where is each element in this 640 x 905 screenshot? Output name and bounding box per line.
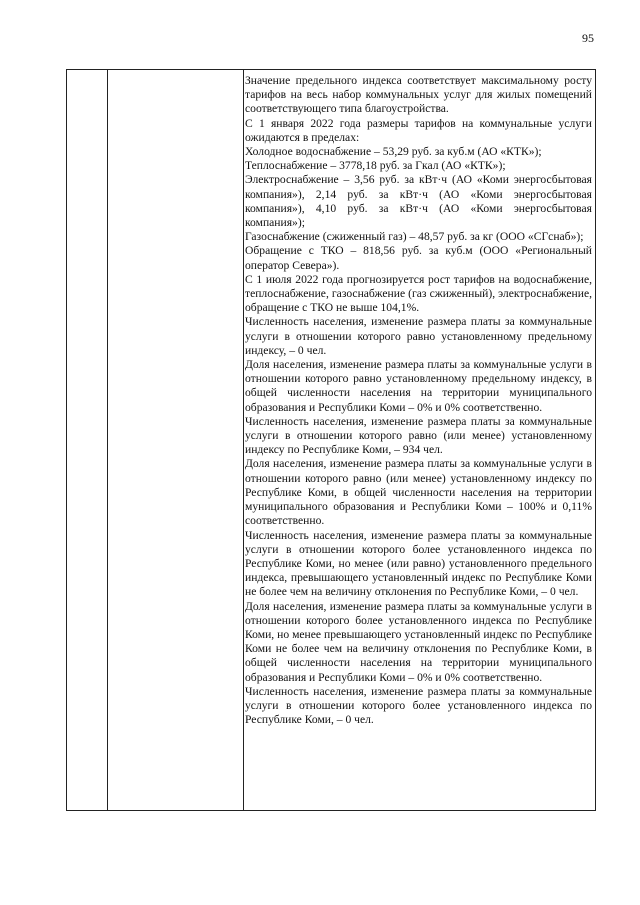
document-table bbox=[66, 69, 596, 811]
column-divider-1 bbox=[107, 70, 108, 810]
paragraph-cold-water: Холодное водоснабжение – 53,29 руб. за куб.м (АО «КТК»); bbox=[245, 145, 542, 159]
paragraph-index-definition: Значение предельного индекса соответствует максимальному росту тарифов на весь набор коммунальных услуг для жилых помещений соответствующего типа благоустройства. bbox=[245, 74, 592, 116]
paragraph-july-growth: С 1 июля 2022 года прогнозируется рост тарифов на водоснабжение, теплоснабжение, газоснабжение (газ сжиженный), электроснабжение, обращение с ТКО не выше 104,1%. bbox=[245, 272, 592, 315]
paragraph-population-above-index: Численность населения, изменение размера платы за коммунальные услуги в отношении которого более установленного индекса по Республике Коми, но менее (или равно) установленного предельного индекса, превышающего установленный индекс по Республике Коми не более чем на величину отклонения по Республике Коми, – 0 чел. bbox=[245, 528, 592, 599]
paragraph-gas: Газоснабжение (сжиженный газ) – 48,57 руб. за кг (ООО «СГснаб»); bbox=[245, 230, 584, 244]
paragraph-population-equal-limit: Численность населения, изменение размера платы за коммунальные услуги в отношении которого равно установленному предельному индексу, – 0 чел. bbox=[245, 315, 592, 357]
paragraph-electricity: Электроснабжение – 3,56 руб. за кВт·ч (АО «Коми энергосбытовая компания»), 2,14 руб. за кВт·ч (АО «Коми энергосбытовая компания»), 4,10 руб. за кВт·ч (АО «Коми энергосбытовая компания»); bbox=[245, 173, 592, 230]
paragraph-waste: Обращение с ТКО – 818,56 руб. за куб.м (ООО «Региональный оператор Севера»). bbox=[245, 244, 592, 272]
paragraph-share-above-index: Доля населения, изменение размера платы за коммунальные услуги в отношении которого более установленного индекса по Республике Коми, но менее превышающего установленный индекс по Республике Коми не более чем на величину отклонения по Республике Коми, в общей численности населения на территории муниципального образования и Республики Коми – 0% и 0% соответственно. bbox=[245, 599, 592, 684]
table-text-cell bbox=[245, 74, 592, 727]
column-divider-2 bbox=[243, 70, 244, 810]
paragraph-share-within-index: Доля населения, изменение размера платы за коммунальные услуги в отношении которого равно (или менее) установленному индексу по Республике Коми, в общей численности населения на территории муниципального образования и Республики Коми – 100% и 0,11% соответственно. bbox=[245, 457, 592, 528]
paragraph-heating: Теплоснабжение – 3778,18 руб. за Гкал (АО «КТК»); bbox=[245, 159, 506, 173]
page-number: 95 bbox=[582, 31, 594, 45]
paragraph-share-equal-limit: Доля населения, изменение размера платы за коммунальные услуги в отношении которого равно установленному предельному индексу, в общей численности населения на территории муниципального образования и Республики Коми – 0% и 0% соответственно. bbox=[245, 358, 592, 414]
paragraph-population-within-index: Численность населения, изменение размера платы за коммунальные услуги в отношении которого равно (или менее) установленному индексу по Республике Коми, – 934 чел. bbox=[245, 414, 592, 457]
paragraph-tariffs-intro: С 1 января 2022 года размеры тарифов на коммунальные услуги ожидаются в пределах: bbox=[245, 116, 592, 144]
paragraph-population-above-regional: Численность населения, изменение размера платы за коммунальные услуги в отношении которого более установленного индекса по Республике Коми, – 0 чел. bbox=[245, 684, 592, 727]
